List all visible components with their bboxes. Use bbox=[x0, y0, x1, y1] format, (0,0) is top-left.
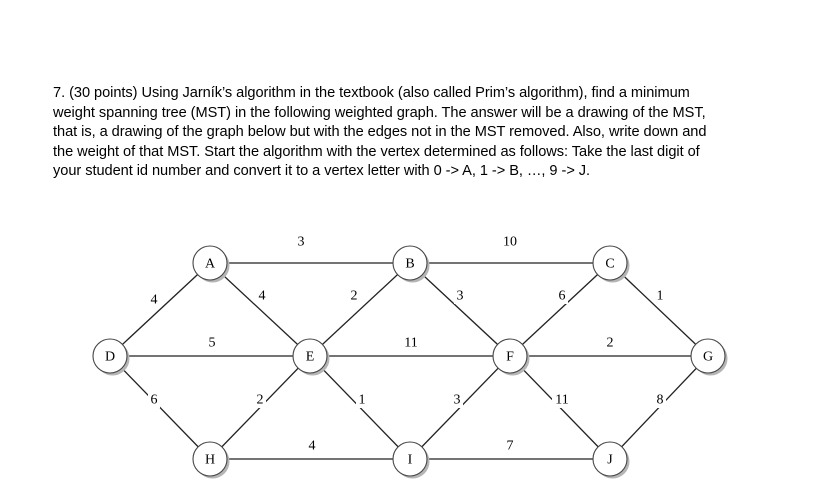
graph-node-a bbox=[193, 246, 230, 283]
edge-weight-h-e: 2 bbox=[256, 392, 264, 408]
graph-node-g bbox=[691, 339, 728, 376]
graph-node-c bbox=[593, 246, 630, 283]
question-line: your student id number and convert it to a vertex letter with 0 -> A, 1 -> B, …, 9 -> J. bbox=[53, 163, 591, 179]
edge-weight-b-c: 10 bbox=[503, 234, 517, 250]
edge-weight-f-c: 6 bbox=[558, 288, 566, 304]
edge-weight-e-i: 1 bbox=[358, 392, 366, 408]
node-label: D bbox=[104, 349, 116, 365]
edge-weight-a-e: 4 bbox=[258, 288, 266, 304]
edge-weight-j-g: 8 bbox=[656, 392, 664, 408]
graph-node-b bbox=[393, 246, 430, 283]
edge-weight-c-g: 1 bbox=[656, 288, 664, 304]
edge-weight-f-g: 2 bbox=[606, 335, 614, 351]
graph-node-f bbox=[493, 339, 530, 376]
node-label: C bbox=[605, 256, 615, 272]
graph-edge-f-c bbox=[510, 263, 610, 356]
edge-weight-h-i: 4 bbox=[308, 438, 316, 454]
graph-node-h bbox=[193, 442, 230, 479]
question-line: that is, a drawing of the graph below but with the edges not in the MST removed. Also, write down and bbox=[53, 124, 707, 140]
node-label: H bbox=[204, 452, 216, 468]
node-label: G bbox=[702, 349, 714, 365]
node-label: B bbox=[405, 256, 415, 272]
edge-weight-i-j: 7 bbox=[506, 438, 514, 454]
node-label: F bbox=[506, 349, 514, 365]
edge-weight-i-f: 3 bbox=[453, 392, 461, 408]
graph-edge-e-b bbox=[310, 263, 410, 356]
question-line: the weight of that MST. Start the algorithm with the vertex determined as follows: Take the last digit of bbox=[53, 143, 700, 160]
node-label: I bbox=[407, 452, 413, 468]
question-line: 7. (30 points) Using Jarník’s algorithm in the textbook (also called Prim’s algorithm), find a minimum bbox=[53, 85, 690, 101]
edge-weight-d-h: 6 bbox=[150, 392, 158, 408]
edge-weight-d-a: 4 bbox=[150, 292, 158, 308]
graph-edge-d-a bbox=[110, 263, 210, 356]
edge-weight-a-b: 3 bbox=[297, 234, 305, 250]
edge-weight-e-f: 11 bbox=[404, 335, 418, 351]
edge-weight-d-e: 5 bbox=[208, 335, 216, 351]
edge-weight-e-b: 2 bbox=[350, 288, 358, 304]
graph-node-j bbox=[593, 442, 630, 479]
graph-node-e bbox=[293, 339, 330, 376]
node-label: J bbox=[607, 452, 613, 468]
graph-node-i bbox=[393, 442, 430, 479]
edge-weight-b-f: 3 bbox=[456, 288, 464, 304]
question-line: weight spanning tree (MST) in the following weighted graph. The answer will be a drawing of the MST, bbox=[53, 104, 706, 121]
edge-weight-f-j: 11 bbox=[555, 392, 569, 408]
node-label: E bbox=[305, 349, 315, 365]
node-label: A bbox=[204, 256, 216, 272]
graph-node-d bbox=[93, 339, 130, 376]
